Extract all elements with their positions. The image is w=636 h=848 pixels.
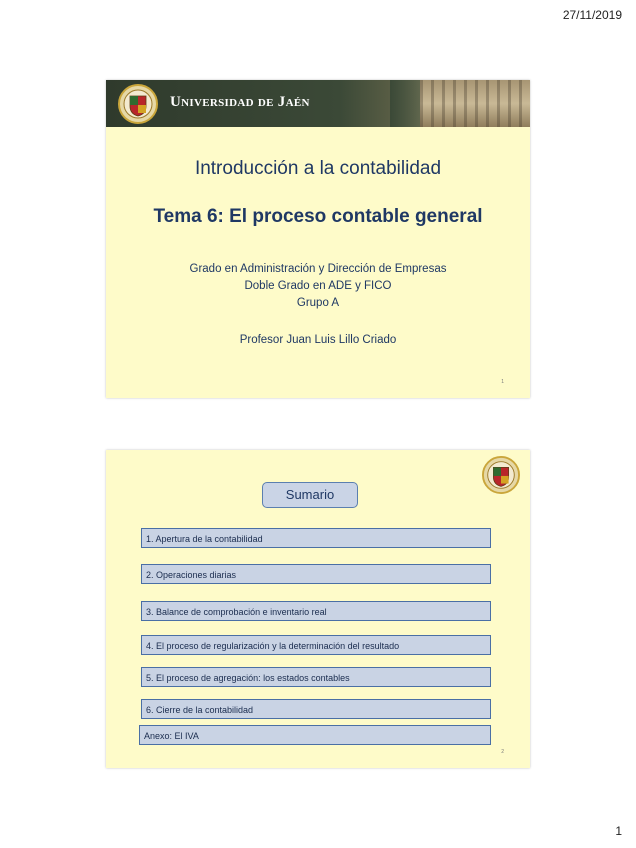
degree-line: Grupo A: [296, 297, 340, 309]
title-slide: [106, 80, 530, 398]
summary-heading: Sumario: [262, 482, 358, 508]
summary-item: 3. Balance de comprobación e inventario real: [141, 601, 491, 621]
summary-item: 2. Operaciones diarias: [141, 564, 491, 584]
summary-slide: [106, 450, 530, 768]
page-date: 27/11/2019: [562, 8, 622, 22]
course-title: Introducción a la contabilidad: [194, 158, 442, 179]
summary-item-annex: Anexo: El IVA: [139, 725, 491, 745]
university-crest-icon: [118, 84, 158, 124]
page-number: 1: [615, 824, 622, 838]
summary-item: 1. Apertura de la contabilidad: [141, 528, 491, 548]
building-photo: [420, 80, 530, 127]
topic-title: Tema 6: El proceso contable general: [153, 206, 483, 227]
university-crest-icon: [482, 456, 520, 494]
professor-name: Profesor Juan Luis Lillo Criado: [239, 334, 397, 346]
slide-number: 1: [501, 379, 504, 385]
university-name: Universidad de Jaén: [170, 94, 310, 110]
degree-line: Doble Grado en ADE y FICO: [244, 280, 392, 292]
summary-item: 6. Cierre de la contabilidad: [141, 699, 491, 719]
summary-item: 4. El proceso de regularización y la determinación del resultado: [141, 635, 491, 655]
slide-number: 2: [501, 749, 504, 755]
degree-line: Grado en Administración y Dirección de Empresas: [189, 263, 447, 275]
summary-item: 5. El proceso de agregación: los estados contables: [141, 667, 491, 687]
university-banner: [106, 80, 530, 127]
